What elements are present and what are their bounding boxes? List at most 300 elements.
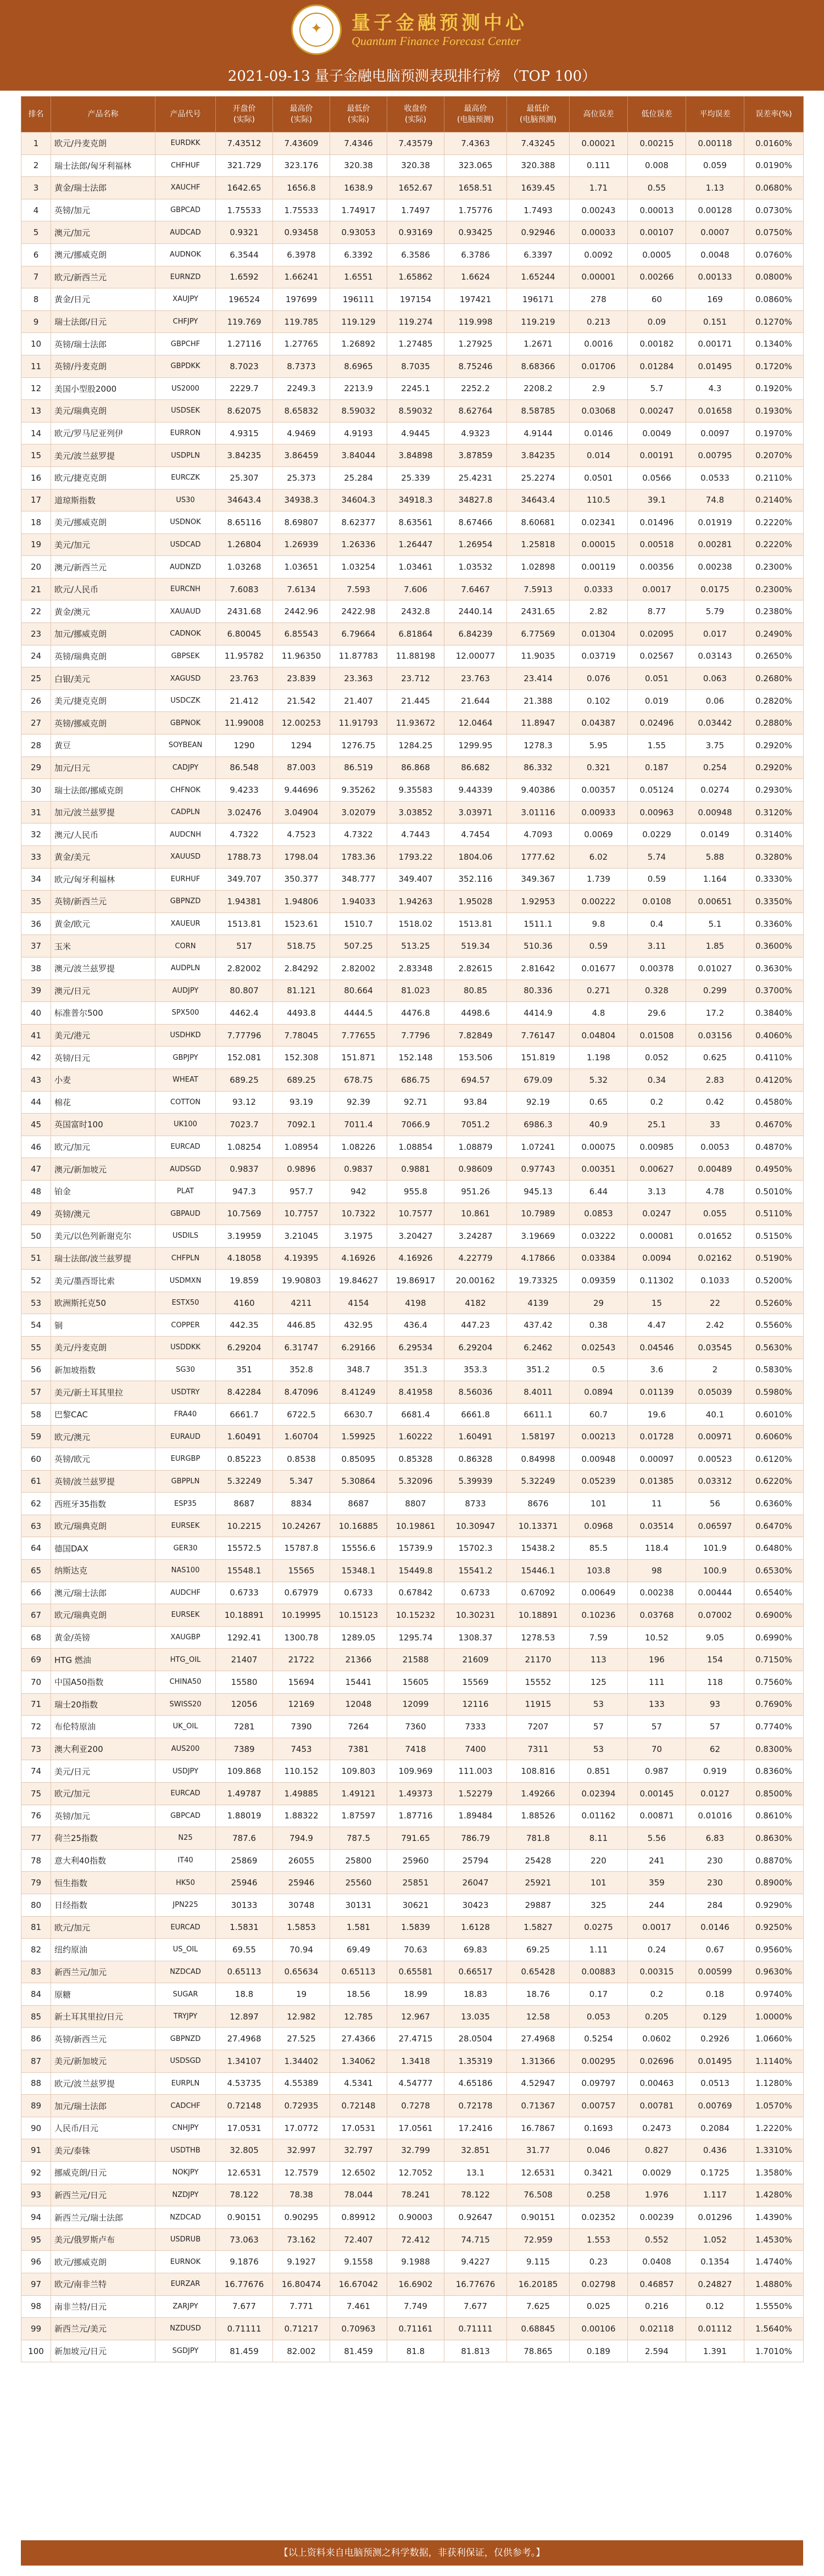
table-cell: 5.56	[628, 1827, 686, 1850]
table-cell: 巴黎CAC	[51, 1403, 155, 1426]
table-cell: 0.00463	[628, 2072, 686, 2095]
table-cell: 0.03719	[570, 645, 628, 667]
table-cell: CADCHF	[155, 2095, 216, 2117]
table-row	[21, 489, 804, 511]
table-cell: 1523.61	[273, 913, 330, 935]
table-cell: 9.1988	[387, 2251, 444, 2273]
table-cell: 加元/波兰兹罗提	[51, 801, 155, 824]
table-cell: 南非兰特/日元	[51, 2295, 155, 2318]
table-cell: 7092.1	[273, 1114, 330, 1136]
table-cell: 2422.98	[330, 600, 387, 623]
column-header	[570, 97, 628, 132]
table-cell: 0.0007	[686, 221, 744, 244]
table-cell: 2.84292	[273, 957, 330, 980]
table-cell: 71	[21, 1693, 51, 1716]
table-cell: 436.4	[387, 1314, 444, 1337]
table-cell: 0.5	[570, 1359, 628, 1381]
table-cell: JPN225	[155, 1894, 216, 1916]
table-cell: 挪威克朗/日元	[51, 2162, 155, 2184]
table-cell: 32.851	[444, 2139, 507, 2162]
table-cell: 欧元/丹麦克朗	[51, 132, 155, 155]
table-cell: 32.797	[330, 2139, 387, 2162]
table-cell: 42	[21, 1047, 51, 1069]
table-cell: 786.79	[444, 1827, 507, 1850]
table-cell: 欧元/波兰兹罗提	[51, 2072, 155, 2095]
table-cell: 0.01304	[570, 623, 628, 646]
table-cell: 33	[686, 1114, 744, 1136]
table-cell: 0.59	[570, 935, 628, 958]
table-cell: 6.3397	[507, 243, 570, 266]
table-cell: 英镑/丹麦克朗	[51, 355, 155, 377]
table-cell: 黄金/美元	[51, 846, 155, 869]
column-header	[628, 97, 686, 132]
table-cell: 19.86917	[387, 1270, 444, 1292]
table-cell: 欧元/瑞典克朗	[51, 1515, 155, 1537]
table-cell: 0.01658	[686, 400, 744, 422]
table-row	[21, 1024, 804, 1047]
table-cell: 0.02567	[628, 645, 686, 667]
table-cell: 0.6900%	[744, 1604, 804, 1627]
table-cell: 美元/以色列新谢克尔	[51, 1225, 155, 1248]
table-cell: 恒生指数	[51, 1872, 155, 1894]
table-cell: 0.00795	[686, 444, 744, 467]
table-cell: 0.187	[628, 756, 686, 779]
table-cell: 15552	[507, 1671, 570, 1693]
table-cell: 0.552	[628, 2228, 686, 2251]
table-row	[21, 1537, 804, 1560]
table-cell: 1.3580%	[744, 2162, 804, 2184]
table-cell: 678.75	[330, 1069, 387, 1091]
table-cell: 17.2	[686, 1002, 744, 1025]
table-cell: 4.9445	[387, 422, 444, 444]
table-cell: 32	[21, 824, 51, 846]
table-cell: 3.75	[686, 735, 744, 757]
table-cell: 0.5260%	[744, 1292, 804, 1314]
table-cell: 1.26892	[330, 333, 387, 355]
table-cell: 1.08254	[216, 1136, 273, 1158]
table-cell: 0.03384	[570, 1247, 628, 1270]
table-cell: 244	[628, 1894, 686, 1916]
table-cell: 86.682	[444, 756, 507, 779]
column-header	[686, 97, 744, 132]
table-cell: 4.9323	[444, 422, 507, 444]
table-cell: 0.01652	[686, 1225, 744, 1248]
table-cell: 美元/丹麦克朗	[51, 1337, 155, 1359]
table-cell: 0.00182	[628, 333, 686, 355]
table-cell: 72	[21, 1716, 51, 1738]
table-cell: 61	[21, 1470, 51, 1493]
table-cell: 0.90295	[273, 2206, 330, 2229]
table-cell: 6.44	[570, 1180, 628, 1203]
table-cell: 0.01508	[628, 1024, 686, 1047]
table-row	[21, 1827, 804, 1850]
table-cell: 0.2140%	[744, 489, 804, 511]
table-cell: 0.05124	[628, 779, 686, 802]
table-cell: 0.4120%	[744, 1069, 804, 1091]
table-cell: 1.739	[570, 868, 628, 891]
table-cell: USDSGD	[155, 2050, 216, 2073]
table-cell: 0.01706	[570, 355, 628, 377]
table-cell: 32.799	[387, 2139, 444, 2162]
table-cell: 0.00281	[686, 533, 744, 556]
table-cell: 0.67979	[273, 1582, 330, 1604]
table-cell: 英镑/澳元	[51, 1203, 155, 1225]
table-cell: 437.42	[507, 1314, 570, 1337]
table-cell: 39	[21, 980, 51, 1002]
table-cell: 3.84044	[330, 444, 387, 467]
table-cell: NAS100	[155, 1560, 216, 1582]
table-cell: 4476.8	[387, 1002, 444, 1025]
table-cell: 15348.1	[330, 1560, 387, 1582]
table-cell: 0.00769	[686, 2095, 744, 2117]
table-row	[21, 1470, 804, 1493]
column-header-label: 最低价	[347, 104, 370, 113]
table-cell: 72.412	[387, 2228, 444, 2251]
table-cell: 3.21045	[273, 1225, 330, 1248]
table-cell: 4.3	[686, 377, 744, 400]
table-cell: 0.71161	[387, 2318, 444, 2340]
table-cell: 93	[686, 1693, 744, 1716]
table-cell: 349.367	[507, 868, 570, 891]
column-header-sublabel: (电脑预测)	[457, 115, 494, 124]
table-cell: 241	[628, 1849, 686, 1872]
table-cell: NZDCAD	[155, 2206, 216, 2229]
table-cell: USDNOK	[155, 511, 216, 534]
table-cell: AUDCHF	[155, 1582, 216, 1604]
table-cell: 1.08879	[444, 1136, 507, 1158]
table-cell: 1.08954	[273, 1136, 330, 1158]
table-cell: 10.24267	[273, 1515, 330, 1537]
table-cell: 4.22779	[444, 1247, 507, 1270]
table-cell: 11.87783	[330, 645, 387, 667]
table-cell: 0.129	[686, 2005, 744, 2028]
table-cell: 0.02162	[686, 1247, 744, 1270]
table-cell: 15702.3	[444, 1537, 507, 1560]
table-cell: 0.2070%	[744, 444, 804, 467]
table-cell: 0.5010%	[744, 1180, 804, 1203]
table-cell: 0.2880%	[744, 712, 804, 735]
table-cell: 4.9469	[273, 422, 330, 444]
table-cell: 9.44696	[273, 779, 330, 802]
table-cell: 60.7	[570, 1403, 628, 1426]
table-cell: 澳元/瑞士法郎	[51, 1582, 155, 1604]
table-cell: 1.198	[570, 1047, 628, 1069]
table-cell: 10	[21, 333, 51, 355]
table-cell: 0.01677	[570, 957, 628, 980]
table-cell: 679.09	[507, 1069, 570, 1091]
brand-name-cn: 量子金融预测中心	[352, 12, 527, 34]
table-cell: 0.00444	[686, 1582, 744, 1604]
table-cell: 90	[21, 2117, 51, 2139]
table-row	[21, 1515, 804, 1537]
table-cell: 0.2220%	[744, 533, 804, 556]
table-cell: 69.25	[507, 1939, 570, 1961]
table-cell: 0.3350%	[744, 891, 804, 913]
table-cell: EURSEK	[155, 1604, 216, 1627]
table-cell: 0.23	[570, 2251, 628, 2273]
table-cell: CADPLN	[155, 801, 216, 824]
table-cell: 23.839	[273, 667, 330, 690]
table-cell: 0.9321	[216, 221, 273, 244]
table-cell: 德国DAX	[51, 1537, 155, 1560]
table-cell: 8.4011	[507, 1381, 570, 1404]
table-cell: 34604.3	[330, 489, 387, 511]
table-cell: 1798.04	[273, 846, 330, 869]
table-cell: ESP35	[155, 1493, 216, 1515]
table-cell: 3	[21, 177, 51, 199]
table-cell: 74.715	[444, 2228, 507, 2251]
table-cell: XAUUSD	[155, 846, 216, 869]
table-cell: 29.6	[628, 1002, 686, 1025]
table-cell: 0.02352	[570, 2206, 628, 2229]
table-cell: 16.20185	[507, 2273, 570, 2296]
table-cell: 0.90151	[507, 2206, 570, 2229]
table-cell: 12.967	[387, 2005, 444, 2028]
header-banner	[0, 0, 824, 91]
table-cell: 0.299	[686, 980, 744, 1002]
table-cell: 美元/泰铢	[51, 2139, 155, 2162]
table-cell: 0.053	[570, 2005, 628, 2028]
table-cell: 新西兰元/瑞士法郎	[51, 2206, 155, 2229]
table-cell: GBPJPY	[155, 1047, 216, 1069]
table-cell: 0.65113	[216, 1961, 273, 1983]
table-cell: 7.677	[216, 2295, 273, 2318]
table-cell: 686.75	[387, 1069, 444, 1091]
table-cell: 25.284	[330, 466, 387, 489]
table-cell: 小麦	[51, 1069, 155, 1091]
table-cell: 0.6733	[444, 1582, 507, 1604]
table-cell: 0.00266	[628, 266, 686, 288]
table-cell: 0.2920%	[744, 756, 804, 779]
column-header-label: 低位误差	[641, 110, 672, 119]
table-cell: 109.803	[330, 1760, 387, 1783]
table-cell: 0.04804	[570, 1024, 628, 1047]
table-cell: 0.00145	[628, 1782, 686, 1805]
table-cell: 19.90803	[273, 1270, 330, 1292]
table-row	[21, 266, 804, 288]
table-cell: 0.10236	[570, 1604, 628, 1627]
table-cell: 12048	[330, 1693, 387, 1716]
table-cell: 15449.8	[387, 1560, 444, 1582]
table-cell: 76	[21, 1805, 51, 1827]
table-cell: 7.43609	[273, 132, 330, 155]
table-cell: 4462.4	[216, 1002, 273, 1025]
table-cell: 0.17	[570, 1983, 628, 2006]
table-cell: 78.241	[387, 2184, 444, 2206]
table-cell: 0.71367	[507, 2095, 570, 2117]
table-cell: 119.274	[387, 310, 444, 333]
table-cell: 0.0680%	[744, 177, 804, 199]
table-cell: 0.0760%	[744, 243, 804, 266]
table-cell: 2213.9	[330, 377, 387, 400]
table-cell: 0.00351	[570, 1158, 628, 1181]
table-cell: HTG_OIL	[155, 1649, 216, 1671]
table-cell: 72.959	[507, 2228, 570, 2251]
table-cell: GBPCHF	[155, 333, 216, 355]
table-row	[21, 556, 804, 578]
table-cell: 76.508	[507, 2184, 570, 2206]
table-cell: 69.49	[330, 1939, 387, 1961]
table-cell: 3.84898	[387, 444, 444, 467]
table-cell: 1.07241	[507, 1136, 570, 1158]
table-cell: 0.72148	[330, 2095, 387, 2117]
table-row	[21, 957, 804, 980]
table-cell: 2.82615	[444, 957, 507, 980]
table-cell: 36	[21, 913, 51, 935]
table-cell: 0.076	[570, 667, 628, 690]
table-row	[21, 2162, 804, 2184]
table-cell: 瑞士法郎/日元	[51, 310, 155, 333]
table-cell: 0.5980%	[744, 1381, 804, 1404]
table-cell: 0.01027	[686, 957, 744, 980]
table-cell: 0.02341	[570, 511, 628, 534]
table-cell: 69	[21, 1649, 51, 1671]
table-cell: 14	[21, 422, 51, 444]
table-cell: 81.121	[273, 980, 330, 1002]
table-cell: 26	[21, 689, 51, 712]
table-cell: 0.8630%	[744, 1827, 804, 1850]
table-cell: 12169	[273, 1693, 330, 1716]
table-cell: 0.00021	[570, 132, 628, 155]
table-cell: 0.00378	[628, 957, 686, 980]
page-subtitle: 2021-09-13 量子金融电脑预测表现排行榜 （TOP 100）	[227, 68, 597, 85]
table-cell: 0.216	[628, 2295, 686, 2318]
table-cell: 21.388	[507, 689, 570, 712]
table-cell: 布伦特原油	[51, 1716, 155, 1738]
table-cell: NZDCAD	[155, 1961, 216, 1983]
table-row	[21, 1649, 804, 1671]
table-cell: 0.02095	[628, 623, 686, 646]
table-cell: 0.93425	[444, 221, 507, 244]
table-cell: 8.7373	[273, 355, 330, 377]
table-cell: 17	[21, 489, 51, 511]
table-cell: 0.00215	[628, 132, 686, 155]
table-cell: 英镑/加元	[51, 199, 155, 221]
table-cell: UK100	[155, 1114, 216, 1136]
table-cell: 154	[686, 1649, 744, 1671]
table-cell: 5.39939	[444, 1470, 507, 1493]
table-cell: 0.00001	[570, 266, 628, 288]
table-cell: 0.6733	[216, 1582, 273, 1604]
table-cell: 8.60681	[507, 511, 570, 534]
table-cell: 442.35	[216, 1314, 273, 1337]
table-cell: 0.65113	[330, 1961, 387, 1983]
table-cell: 957.7	[273, 1180, 330, 1203]
table-cell: 原糖	[51, 1983, 155, 2006]
table-cell: 40	[21, 1002, 51, 1025]
table-cell: 57	[570, 1716, 628, 1738]
table-cell: 0.0333	[570, 578, 628, 600]
table-cell: 0.00015	[570, 533, 628, 556]
table-row	[21, 779, 804, 802]
table-cell: 4444.5	[330, 1002, 387, 1025]
table-cell: 86.519	[330, 756, 387, 779]
table-cell: 0.03545	[686, 1337, 744, 1359]
table-cell: 0.2820%	[744, 689, 804, 712]
table-cell: 0.04387	[570, 712, 628, 735]
table-cell: 1639.45	[507, 177, 570, 199]
table-cell: 1.60491	[444, 1426, 507, 1448]
table-cell: 0.0048	[686, 243, 744, 266]
table-cell: 0.04546	[628, 1337, 686, 1359]
table-cell: 4139	[507, 1292, 570, 1314]
table-cell: 1.75533	[273, 199, 330, 221]
table-cell: 0.00985	[628, 1136, 686, 1158]
table-cell: 0.0229	[628, 824, 686, 846]
table-cell: 0.00238	[628, 1582, 686, 1604]
table-cell: 1.03532	[444, 556, 507, 578]
table-cell: 0.6010%	[744, 1403, 804, 1426]
table-row	[21, 1582, 804, 1604]
table-cell: 美元/捷克克朗	[51, 689, 155, 712]
column-header-label: 开盘价	[232, 104, 256, 113]
table-cell: 1.5853	[273, 1916, 330, 1939]
column-header-label: 排名	[28, 110, 44, 119]
table-cell: 0.06597	[686, 1515, 744, 1537]
table-cell: 15565	[273, 1560, 330, 1582]
table-cell: 1.0660%	[744, 2028, 804, 2050]
table-cell: 0.03156	[686, 1024, 744, 1047]
table-cell: 1652.67	[387, 177, 444, 199]
table-cell: 9.8	[570, 913, 628, 935]
table-cell: 87.003	[273, 756, 330, 779]
table-cell: 1777.62	[507, 846, 570, 869]
table-cell: 3.84235	[507, 444, 570, 467]
table-row	[21, 533, 804, 556]
table-cell: 16.7867	[507, 2117, 570, 2139]
table-cell: EURPLN	[155, 2072, 216, 2095]
table-cell: 0.6480%	[744, 1537, 804, 1560]
table-cell: 8.65832	[273, 400, 330, 422]
table-cell: 10.18891	[507, 1604, 570, 1627]
table-cell: 1.75533	[216, 199, 273, 221]
table-cell: 21722	[273, 1649, 330, 1671]
table-cell: 4	[21, 199, 51, 221]
table-cell: 5	[21, 221, 51, 244]
table-cell: 5.95	[570, 735, 628, 757]
table-row	[21, 400, 804, 422]
table-cell: 100.9	[686, 1560, 744, 1582]
column-header-sublabel: (实际)	[291, 115, 312, 124]
table-cell: 英镑/日元	[51, 1047, 155, 1069]
table-cell: 63	[21, 1515, 51, 1537]
table-cell: XAUJPY	[155, 288, 216, 311]
table-cell: 1.94263	[387, 891, 444, 913]
table-cell: 12.897	[216, 2005, 273, 2028]
table-cell: 11.9035	[507, 645, 570, 667]
table-cell: 25921	[507, 1872, 570, 1894]
table-cell: NZDUSD	[155, 2318, 216, 2340]
table-cell: USDRUB	[155, 2228, 216, 2251]
table-cell: 美国小型股2000	[51, 377, 155, 400]
table-cell: 0.046	[570, 2139, 628, 2162]
table-cell: 6.3786	[444, 243, 507, 266]
table-cell: 0.65	[570, 1091, 628, 1114]
table-cell: 1.58197	[507, 1426, 570, 1448]
table-cell: 澳元/人民币	[51, 824, 155, 846]
table-cell: 12.6502	[330, 2162, 387, 2184]
table-cell: 0.6360%	[744, 1493, 804, 1515]
table-cell: 197154	[387, 288, 444, 311]
table-cell: 0.0894	[570, 1381, 628, 1404]
table-cell: 0.3700%	[744, 980, 804, 1002]
table-cell: 87	[21, 2050, 51, 2073]
table-cell: 0.0127	[686, 1782, 744, 1805]
table-cell: 93.19	[273, 1091, 330, 1114]
column-header	[273, 97, 330, 132]
table-cell: 6681.4	[387, 1403, 444, 1426]
table-cell: 0.1920%	[744, 377, 804, 400]
